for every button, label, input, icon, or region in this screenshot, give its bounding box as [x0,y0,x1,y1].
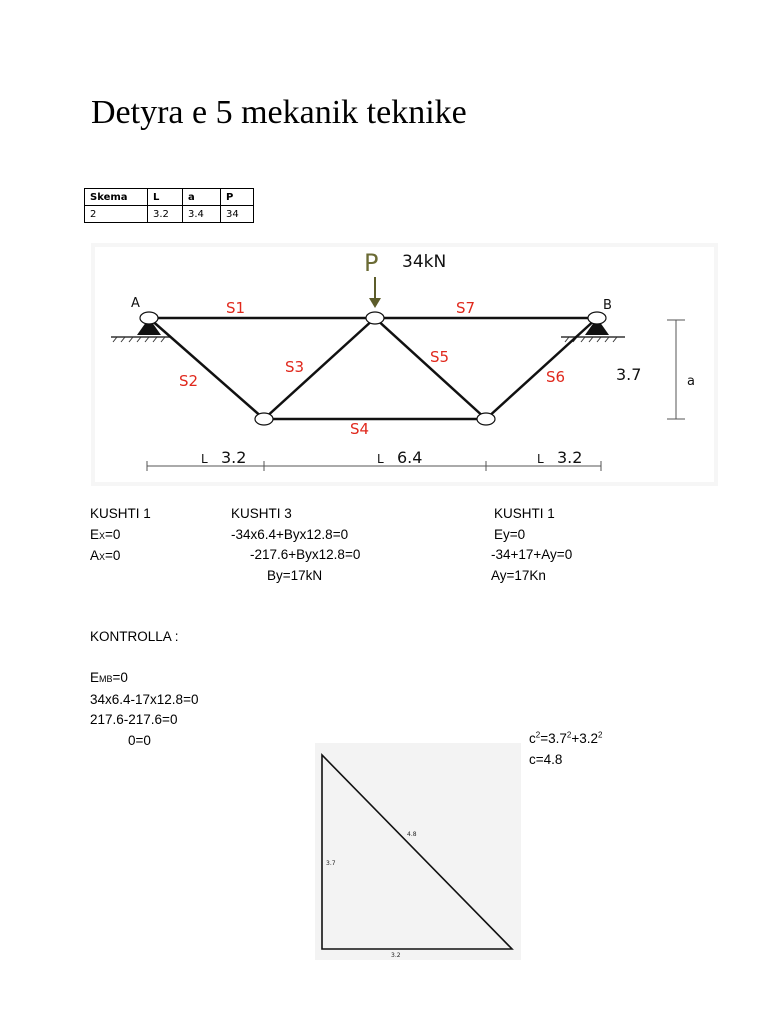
triangle-vertical-label: 3.7 [326,860,336,867]
equation-line [90,525,151,547]
joint-bottom-right [477,413,495,425]
equation-line: -217.6+Byx12.8=0 [250,547,361,562]
triangle-hypotenuse-label: 4.8 [407,831,417,838]
table-header-row [85,189,254,206]
table-header-cell: a [183,189,221,206]
equation-line: c=4.8 [529,751,563,767]
joint-b [588,312,606,324]
equation-subscript: MB [99,674,113,684]
member-label-s3: S3 [285,358,305,376]
equation-symbol: E [90,670,100,685]
height-value: 3.7 [616,365,642,384]
page-title: Detyra e 5 mekanik teknike [91,94,467,131]
equation-line: 34x6.4-17x12.8=0 [90,691,199,707]
equation-subscript: X [99,552,106,562]
member-label-s6: S6 [546,368,566,386]
equation-line [90,546,151,568]
equation-rest: =0 [105,526,121,542]
equation-line: -34+17+Ay=0 [491,547,573,562]
equation-line: 0=0 [128,732,151,748]
table-header-cell: P [221,189,254,206]
table-cell: 34 [221,206,254,223]
parameters-table [84,188,254,223]
condition-heading: KUSHTI 3 [231,506,292,521]
joint-a [140,312,158,324]
span-symbol: L [377,452,384,466]
equation-line: -34x6.4+Byx12.8=0 [231,526,349,542]
table-header-cell: Skema [85,189,148,206]
equation-line: Ay=17Kn [491,567,546,583]
kushti-3-block [231,504,360,586]
equation-line [90,668,198,690]
truss-diagram [91,243,718,486]
triangle-base-label: 3.2 [391,952,401,959]
condition-heading: KUSHTI 1 [90,506,151,521]
load-value: 34kN [402,252,447,272]
member-label-s7: S7 [456,299,476,317]
member-label-s1: S1 [226,299,246,317]
joint-bottom-left [255,413,273,425]
table-cell: 3.2 [148,206,183,223]
pythagoras-block [529,729,602,770]
table-cell: 2 [85,206,148,223]
equation-exponent: 2 [597,730,603,740]
equation-rest: =3.7 [540,731,567,746]
equation-rest: =0 [112,670,128,685]
equation-rest: +3.2 [571,731,598,746]
height-symbol: a [687,374,695,389]
condition-heading: KUSHTI 1 [494,506,555,521]
equation-line: 217.6-217.6=0 [90,712,178,727]
load-symbol: P [364,249,379,277]
equation-line: Ey=0 [494,526,526,542]
equation-symbol: c [529,731,536,746]
joint-top [366,312,384,324]
triangle-diagram [315,743,521,960]
span-symbol: L [201,452,208,466]
kushti-1-right-block [491,504,572,586]
kushti-1-left-block [90,504,151,568]
check-heading: KONTROLLA : [90,629,179,644]
member-label-s4: S4 [350,420,370,438]
span-symbol: L [537,452,544,466]
equation-line: By=17kN [267,567,323,583]
equation-exponent: 2 [566,730,572,740]
span-value: 3.2 [221,448,247,467]
equation-symbol: A [90,548,100,563]
support-a-label: A [131,296,140,311]
member-label-s5: S5 [430,348,450,366]
support-b-label: B [603,298,612,313]
table-row [85,206,254,223]
equation-line [529,729,602,750]
span-value: 6.4 [397,448,423,467]
check-block [90,668,198,751]
equation-subscript: X [99,530,106,541]
equation-symbol: E [90,526,100,542]
member-label-s2: S2 [179,372,199,390]
table-header-cell: L [148,189,183,206]
equation-exponent: 2 [535,730,541,740]
equation-rest: =0 [105,548,121,563]
table-cell: 3.4 [183,206,221,223]
span-value: 3.2 [557,448,583,467]
